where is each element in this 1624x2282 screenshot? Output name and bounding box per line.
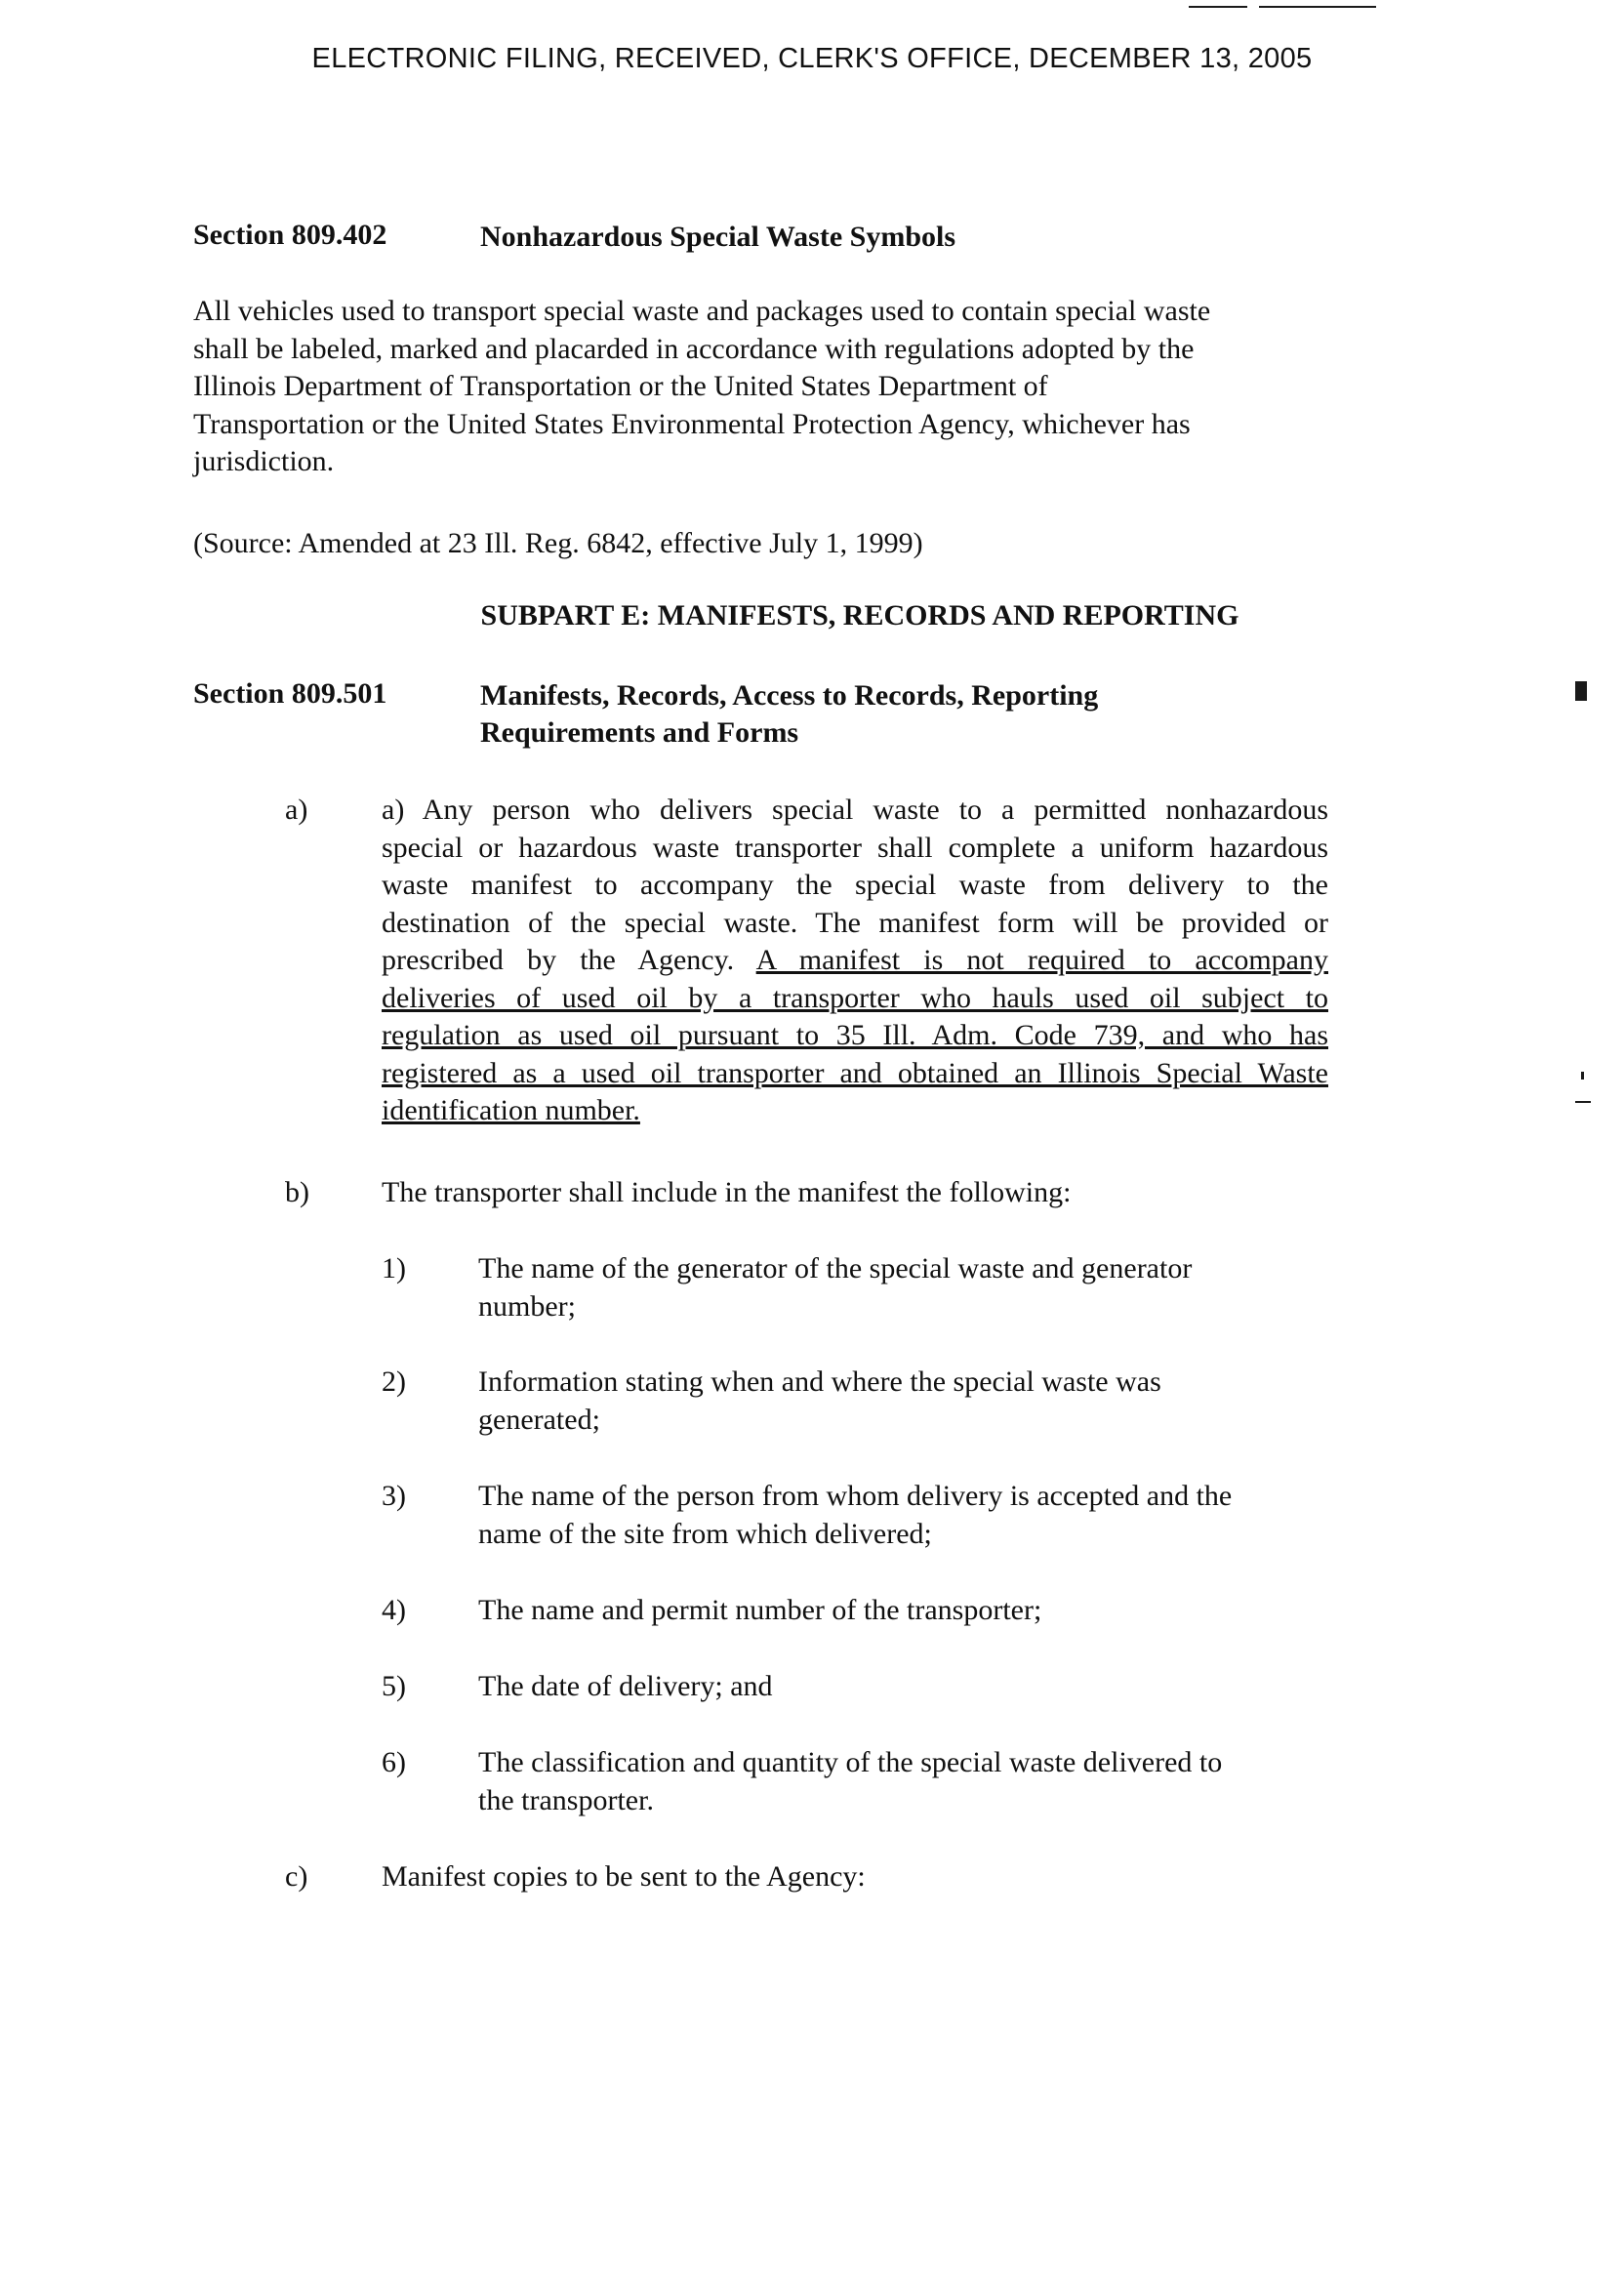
revision-marker — [1575, 681, 1587, 701]
item-a-amendment-line: registered as a used oil transporter and obtained an Illinois Special Waste — [382, 1056, 1328, 1089]
item-a-label: a) — [285, 794, 308, 826]
section-402-body — [193, 293, 1423, 481]
subitem-text — [478, 1668, 773, 1706]
subitem-number: 3) — [382, 1480, 406, 1512]
subitem-number: 1) — [382, 1252, 406, 1284]
body-line: jurisdiction. — [193, 445, 335, 477]
item-a-line: waste manifest to accompany the special waste from delivery to the — [382, 869, 1328, 901]
item-a-line: destination of the special waste. The manifest form will be provided or — [382, 906, 1328, 939]
section-501-title-line: Manifests, Records, Access to Records, Reporting — [480, 679, 1099, 712]
subitem-line: number; — [478, 1289, 576, 1323]
body-line: Illinois Department of Transportation or the United States Department of — [193, 370, 1048, 402]
item-a-text — [382, 792, 1328, 1130]
item-a-line — [382, 942, 1328, 980]
subpart-heading: SUBPART E: MANIFESTS, RECORDS AND REPORTING — [480, 599, 1239, 632]
section-402-title: Nonhazardous Special Waste Symbols — [480, 221, 956, 253]
subitem-number: 6) — [382, 1746, 406, 1778]
subitem-line: Information stating when and where the special waste was — [478, 1365, 1161, 1398]
item-a-amendment-text: A manifest is not required to accompany — [755, 944, 1328, 976]
subitem-line: The date of delivery; and — [478, 1670, 773, 1702]
subitem-text — [478, 1250, 1192, 1325]
item-a-plain-text: prescribed by the Agency. — [382, 944, 756, 976]
subitem-line: The classification and quantity of the special waste delivered to — [478, 1746, 1223, 1778]
subitem-line: The name of the person from whom delivery is accepted and the — [478, 1480, 1233, 1512]
item-b-text: The transporter shall include in the manifest the following: — [382, 1176, 1072, 1208]
body-line: shall be labeled, marked and placarded in accordance with regulations adopted by the — [193, 332, 1195, 365]
subitem-line: The name of the generator of the special waste and generator — [478, 1252, 1193, 1284]
subitem-number: 4) — [382, 1594, 406, 1626]
item-a-line: a) Any person who delivers special waste to a permitted nonhazardous — [382, 794, 1328, 826]
scan-artifact-dash — [1575, 1101, 1591, 1103]
subitem-line: the transporter. — [478, 1783, 654, 1816]
subitem-line: The name and permit number of the transporter; — [478, 1594, 1042, 1626]
subitem-text — [478, 1592, 1041, 1630]
section-501-number: Section 809.501 — [193, 677, 387, 710]
subitem-text — [478, 1478, 1232, 1553]
scan-artifact-line — [1189, 6, 1247, 8]
item-a-amendment-line: regulation as used oil pursuant to 35 Ill. Adm. Code 739, and who has — [382, 1019, 1328, 1051]
item-a-amendment-line: deliveries of used oil by a transporter who hauls used oil subject to — [382, 981, 1328, 1014]
item-a-line: special or hazardous waste transporter shall complete a uniform hazardous — [382, 831, 1328, 864]
body-line: All vehicles used to transport special waste and packages used to contain special waste — [193, 295, 1211, 327]
subitem-text — [478, 1744, 1222, 1819]
subitem-number: 2) — [382, 1365, 406, 1398]
subitem-line: generated; — [478, 1403, 600, 1436]
item-c-text: Manifest copies to be sent to the Agency: — [382, 1860, 866, 1893]
source-note: (Source: Amended at 23 Ill. Reg. 6842, effective July 1, 1999) — [193, 527, 923, 559]
section-501-title — [480, 677, 1098, 752]
section-402-number: Section 809.402 — [193, 219, 387, 251]
item-a-amendment-line: identification number. — [382, 1094, 640, 1126]
section-501-title-line: Requirements and Forms — [480, 716, 799, 749]
filing-stamp: ELECTRONIC FILING, RECEIVED, CLERK'S OFFICE, DECEMBER 13, 2005 — [311, 43, 1313, 74]
item-c-label: c) — [285, 1860, 308, 1893]
scan-artifact-dot — [1581, 1072, 1584, 1080]
item-b-label: b) — [285, 1176, 309, 1208]
subitem-number: 5) — [382, 1670, 406, 1702]
body-line: Transportation or the United States Environmental Protection Agency, whichever has — [193, 407, 1191, 440]
subitem-text — [478, 1364, 1161, 1439]
scan-artifact-line — [1259, 6, 1376, 8]
subitem-line: name of the site from which delivered; — [478, 1517, 932, 1550]
